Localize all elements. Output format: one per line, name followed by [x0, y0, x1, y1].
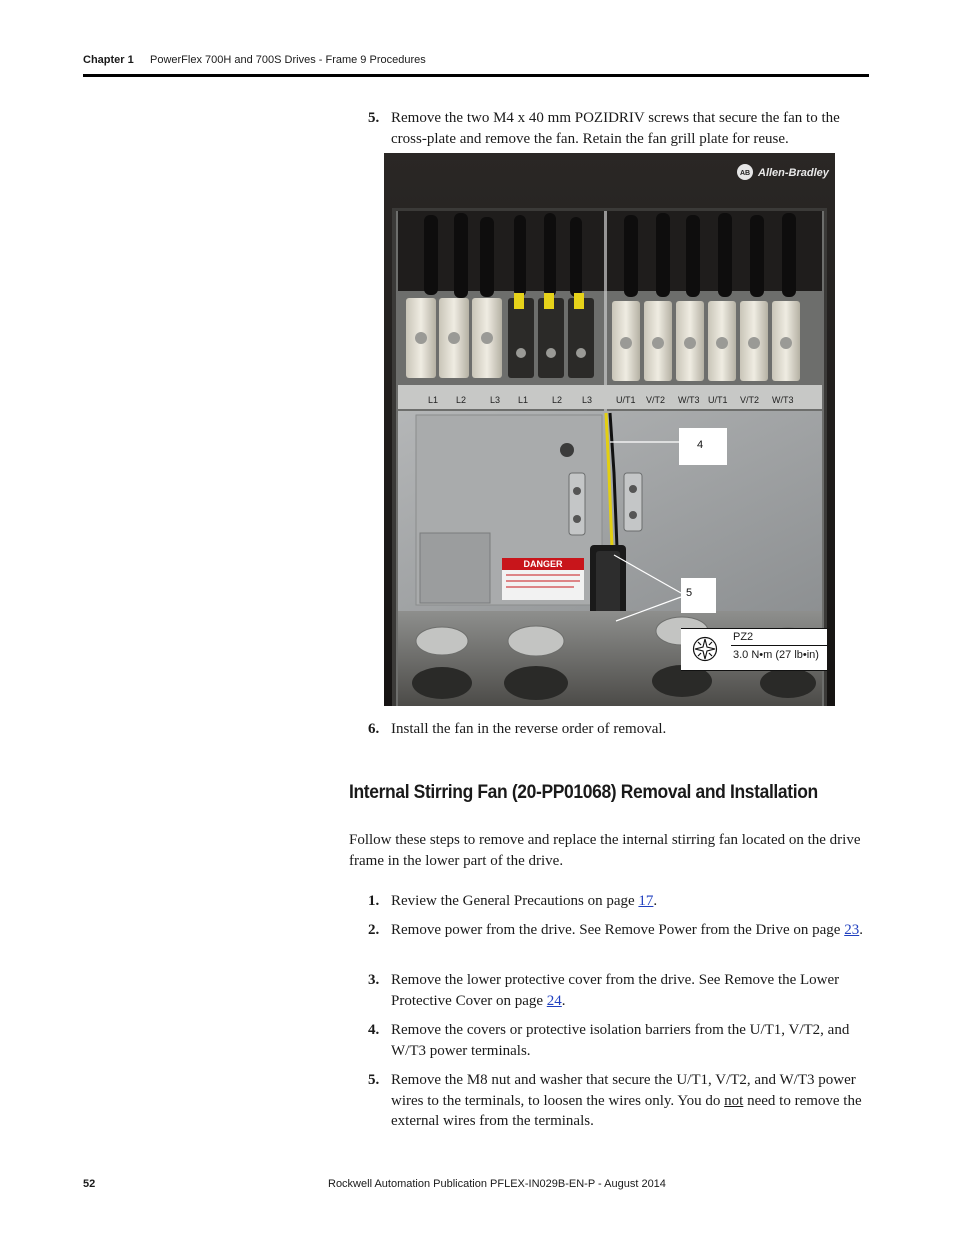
page-link-24[interactable]: 24	[546, 992, 562, 1009]
section-intro: Follow these steps to remove and replace the internal stirring fan located on the drive frame in the lower part of the drive.	[349, 832, 861, 869]
terminal-label: L1	[428, 395, 439, 405]
page-link-17[interactable]: 17	[638, 893, 654, 909]
terminal-label: L3	[490, 395, 501, 405]
terminal-label: L1	[518, 395, 529, 405]
drive-photo	[384, 153, 835, 706]
header-rule	[83, 74, 869, 77]
terminal-label: W/T3	[678, 395, 700, 405]
terminal-label: W/T3	[772, 395, 794, 405]
terminal-label: U/T1	[708, 395, 728, 405]
step-4: 4. Remove the covers or protective isolation barriers from the U/T1, V/T2, and W/T3 power terminals.	[368, 1022, 850, 1059]
step-3: 3. Remove the lower protective cover from the drive. See Remove the Lower Protective Cover on page 24.	[368, 972, 840, 1009]
step-number: 1.	[368, 893, 380, 909]
terminal-label: U/T1	[616, 395, 636, 405]
chapter-label: Chapter 1	[83, 54, 134, 66]
step-1: 1. Review the General Precautions on page 17.	[391, 891, 867, 912]
step-install-fan	[368, 719, 867, 740]
step-number: 3.	[368, 972, 380, 988]
torque-spec	[681, 628, 827, 671]
page-link-23[interactable]: 23	[844, 922, 860, 938]
brand-logo: Allen-Bradley	[758, 167, 829, 179]
terminal-label: L2	[552, 395, 563, 405]
torque-value: 3.0 N•m (27 lb•in)	[733, 649, 819, 661]
step-5: 5. Remove the M8 nut and washer that secure the U/T1, V/T2, and W/T3 power wires to the terminals, to loosen the wires only. You do not need to remove the external wires from the terminals.	[368, 1072, 862, 1129]
step-number: 6.	[368, 721, 380, 737]
emphasis-not: not	[724, 1092, 744, 1109]
torque-driver: PZ2	[733, 631, 754, 643]
step-number: 4.	[368, 1022, 380, 1038]
callout-5: 5	[681, 578, 716, 613]
danger-label: DANGER	[523, 559, 563, 569]
running-header-title: PowerFlex 700H and 700S Drives - Frame 9 Procedures	[150, 54, 426, 66]
step-remove-fan-screws	[368, 108, 867, 149]
drive-photo-illustration	[384, 153, 835, 706]
step-2: 2. Remove power from the drive. See Remove Power from the Drive on page 23.	[391, 920, 867, 941]
step-number: 5.	[368, 1072, 380, 1088]
step-number: 5.	[368, 110, 380, 126]
terminal-label: V/T2	[646, 395, 666, 405]
step-text: Remove the two M4 x 40 mm POZIDRIV screws that secure the fan to the cross-plate and remove the fan. Retain the fan grill plate for reuse.	[391, 110, 840, 147]
pozidriv-icon	[692, 636, 718, 665]
terminal-label: L3	[582, 395, 593, 405]
section-heading: Internal Stirring Fan (20-PP01068) Removal and Installation	[349, 782, 818, 803]
callout-4: 4	[679, 428, 727, 465]
brand-logo-mark: AB	[739, 170, 751, 177]
terminal-label: V/T2	[740, 395, 760, 405]
step-text: Install the fan in the reverse order of removal.	[391, 721, 667, 737]
step-number: 2.	[368, 922, 380, 938]
terminal-label: L2	[456, 395, 467, 405]
page-number: 52	[83, 1178, 96, 1190]
publication-info: Rockwell Automation Publication PFLEX-IN029B-EN-P - August 2014	[328, 1178, 666, 1190]
